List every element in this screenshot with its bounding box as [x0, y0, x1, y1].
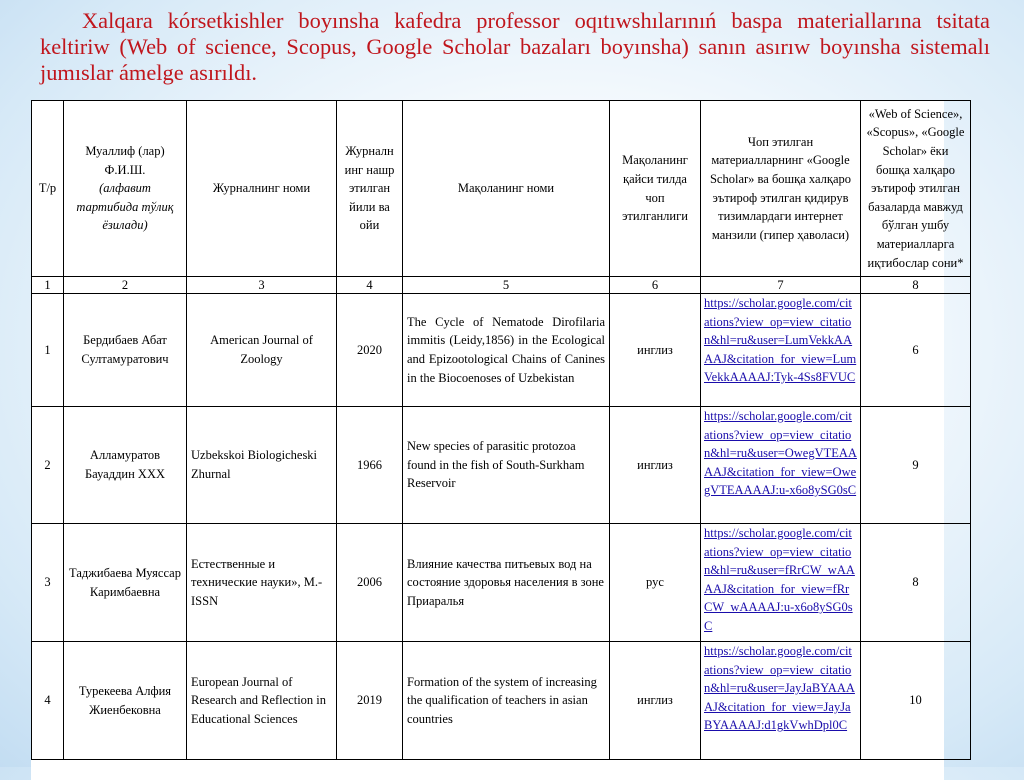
header-author — [64, 101, 187, 277]
author-cell: Алламуратов Бауаддин ХХХ — [64, 407, 187, 524]
language-cell: инглиз — [610, 294, 701, 407]
scholar-link[interactable]: https://scholar.google.com/citations?view_op=view_citation&hl=ru&user=fRrCW_wAAAAJ&citation_for_view=fRrCW_wAAAAJ:u-x6o8ySG0sC — [704, 526, 855, 633]
column-number: 7 — [701, 277, 861, 294]
scholar-link[interactable]: https://scholar.google.com/citations?view_op=view_citation&hl=ru&user=JayJaBYAAAAJ&citation_for_view=JayJaBYAAAAJ:d1gkVwhDpl0C — [704, 644, 855, 733]
header-author-main: Муаллиф (лар) Ф.И.Ш. — [85, 144, 165, 177]
column-number-row — [32, 277, 971, 294]
citations-cell: 9 — [861, 407, 971, 524]
header-language: Мақоланинг қайси тилда чоп этилганлиги — [610, 101, 701, 277]
link-cell — [701, 642, 861, 760]
row-number: 1 — [32, 294, 64, 407]
year-cell: 1966 — [337, 407, 403, 524]
journal-cell: Uzbekskoi Biologicheski Zhurnal — [187, 407, 337, 524]
header-author-note: (алфавит тартибида тўлиқ ёзилади) — [76, 181, 174, 233]
publications-table — [31, 100, 971, 760]
table-row — [32, 642, 971, 760]
header-year: Журналн инг нашр этилган йили ва ойи — [337, 101, 403, 277]
column-number: 8 — [861, 277, 971, 294]
column-number: 3 — [187, 277, 337, 294]
header-journal: Журналнинг номи — [187, 101, 337, 277]
header-link: Чоп этилган материалларнинг «Google Scholar» ва бошқа халқаро эътироф этилган қидирув тизимлардаги интернет манзили (гипер ҳаволаси) — [701, 101, 861, 277]
header-number: Т/р — [32, 101, 64, 277]
journal-cell: American Journal of Zoology — [187, 294, 337, 407]
table-row — [32, 407, 971, 524]
language-cell: инглиз — [610, 642, 701, 760]
column-number: 2 — [64, 277, 187, 294]
article-title-cell: The Cycle of Nematode Dirofilaria immitis (Leidy,1856) in the Ecological and Epizootological Chains of Canines in the Biocoenoses of Uzbekistan — [403, 294, 610, 407]
language-cell: инглиз — [610, 407, 701, 524]
language-cell: рус — [610, 524, 701, 642]
citations-cell: 8 — [861, 524, 971, 642]
scholar-link[interactable]: https://scholar.google.com/citations?view_op=view_citation&hl=ru&user=OwegVTEAAAAJ&citation_for_view=OwegVTEAAAAJ:u-x6o8ySG0sC — [704, 409, 857, 498]
journal-cell: Естественные и технические науки», М.-ISSN — [187, 524, 337, 642]
year-cell: 2006 — [337, 524, 403, 642]
table-row — [32, 524, 971, 642]
column-number: 6 — [610, 277, 701, 294]
row-number: 2 — [32, 407, 64, 524]
citations-cell: 6 — [861, 294, 971, 407]
row-number: 3 — [32, 524, 64, 642]
link-cell — [701, 294, 861, 407]
article-title-cell: Влияние качества питьевых вод на состояние здоровья населения в зоне Приаралья — [403, 524, 610, 642]
column-number: 1 — [32, 277, 64, 294]
link-cell — [701, 524, 861, 642]
table-header-row — [32, 101, 971, 277]
year-cell: 2019 — [337, 642, 403, 760]
author-cell: Турекеева Алфия Жиенбековна — [64, 642, 187, 760]
table-row — [32, 294, 971, 407]
column-number: 5 — [403, 277, 610, 294]
scholar-link[interactable]: https://scholar.google.com/citations?view_op=view_citation&hl=ru&user=LumVekkAAAAJ&citation_for_view=LumVekkAAAAJ:Tyk-4Ss8FVUC — [704, 296, 857, 385]
row-number: 4 — [32, 642, 64, 760]
column-number: 4 — [337, 277, 403, 294]
citations-cell: 10 — [861, 642, 971, 760]
article-title-cell: New species of parasitic protozoa found in the fish of South-Surkham Reservoir — [403, 407, 610, 524]
page-heading: Xalqara kórsetkishler boyınsha kafedra professor oqıtıwshılarınıń baspa materiallarına tsitata keltiriw (Web of science, Scopus, Google Scholar bazaları boyınsha) sanın asırıw boyınsha sistemalı jumıslar ámelge asırıldı. — [40, 8, 990, 85]
header-title: Мақоланинг номи — [403, 101, 610, 277]
author-cell: Таджибаева Муяссар Каримбаевна — [64, 524, 187, 642]
journal-cell: European Journal of Research and Reflection in Educational Sciences — [187, 642, 337, 760]
article-title-cell: Formation of the system of increasing the qualification of teachers in asian countries — [403, 642, 610, 760]
header-citations: «Web of Science», «Scopus», «Google Scholar» ёки бошқа халқаро эътироф этилган базаларда мавжуд бўлган ушбу материалларга иқтибослар сони* — [861, 101, 971, 277]
author-cell: Бердибаев Абат Султамуратович — [64, 294, 187, 407]
year-cell: 2020 — [337, 294, 403, 407]
link-cell — [701, 407, 861, 524]
